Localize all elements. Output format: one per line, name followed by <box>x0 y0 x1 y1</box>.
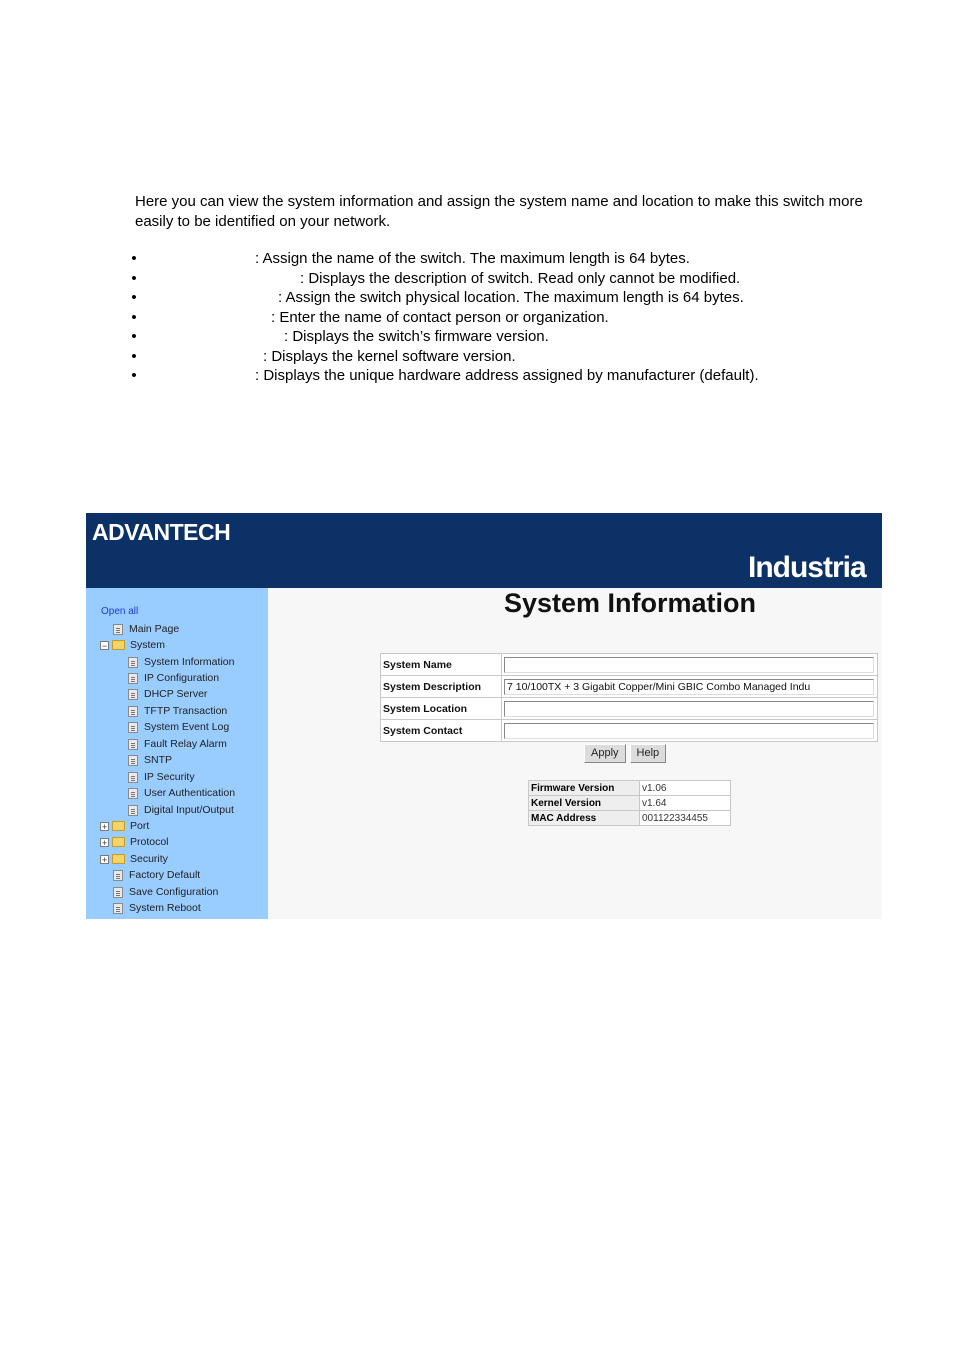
page-icon <box>128 722 138 733</box>
sidebar-item-label: Factory Default <box>129 869 201 881</box>
open-all-link[interactable]: Open all <box>101 606 139 617</box>
main-content <box>268 588 882 919</box>
sidebar-item-label: DHCP Server <box>144 688 208 700</box>
sidebar-item-label: Save Configuration <box>129 886 219 898</box>
advantech-logo: ADVANTECH <box>92 519 231 545</box>
sidebar-item-port[interactable] <box>100 818 149 834</box>
sidebar-item-label: Port <box>130 820 150 832</box>
firmware-version-label: Firmware Version <box>529 781 640 796</box>
list-item-text: : Assign the switch physical location. The maximum length is 64 bytes. <box>278 289 744 306</box>
page-icon <box>113 624 123 635</box>
intro-paragraph: Here you can view the system information and assign the system name and location to make this switch more easily to be identified on your network. <box>135 193 863 230</box>
list-item-text: : Displays the kernel software version. <box>263 347 516 365</box>
table-row <box>529 796 731 811</box>
sidebar-item-label: Security <box>130 853 168 865</box>
system-name-label: System Name <box>381 654 502 676</box>
sidebar-item-fault-relay-alarm[interactable] <box>128 736 227 752</box>
expand-icon[interactable]: + <box>101 821 108 832</box>
page-icon <box>128 689 138 700</box>
header-banner <box>86 513 882 588</box>
mac-address-label: MAC Address <box>529 811 640 826</box>
page-title: System Information <box>503 588 757 618</box>
kernel-version-value: v1.64 <box>640 796 731 811</box>
sidebar-item-security[interactable] <box>100 851 168 867</box>
list-item-text: : Assign the name of the switch. The maximum length is 64 bytes. <box>255 250 690 267</box>
sidebar-item-label: Main Page <box>129 623 180 635</box>
brand-banner-text: Industria <box>748 551 866 584</box>
sidebar-item-digital-input-output[interactable] <box>128 802 234 818</box>
page-icon <box>113 870 123 881</box>
mac-address-value: 001122334455 <box>640 811 731 826</box>
version-info-table <box>528 780 731 826</box>
table-row <box>529 811 731 826</box>
collapse-icon[interactable]: − <box>101 640 108 651</box>
page-icon <box>113 903 123 914</box>
expand-icon[interactable]: + <box>101 854 108 865</box>
sidebar-menu-tree <box>86 588 268 919</box>
page-icon <box>128 755 138 766</box>
sidebar-item-label: Fault Relay Alarm <box>144 738 227 750</box>
folder-icon <box>112 854 125 864</box>
bullet-icon: • <box>131 347 137 365</box>
sidebar-item-label: Digital Input/Output <box>144 804 234 816</box>
sidebar-item-label: TFTP Transaction <box>144 705 228 717</box>
sidebar-item-label: Protocol <box>130 836 169 848</box>
bullet-icon: • <box>131 328 137 345</box>
sidebar-item-label: System <box>130 639 166 651</box>
table-row <box>381 720 878 742</box>
sidebar-item-system[interactable] <box>100 637 165 653</box>
sidebar-item-ip-security[interactable] <box>128 769 195 785</box>
sidebar-item-system-event-log[interactable] <box>128 719 229 735</box>
table-row <box>381 698 878 720</box>
apply-button[interactable]: Apply <box>584 744 626 763</box>
page-icon <box>128 706 138 717</box>
system-location-input[interactable] <box>504 701 874 717</box>
sidebar-item-save-configuration[interactable] <box>113 884 218 900</box>
sidebar-item-label: IP Configuration <box>144 672 220 684</box>
sidebar-item-label: System Information <box>144 656 235 668</box>
list-item-text: : Displays the unique hardware address assigned by manufacturer (default). <box>255 367 759 384</box>
sidebar-item-factory-default[interactable] <box>113 867 200 883</box>
sidebar-item-tftp-transaction[interactable] <box>128 703 227 719</box>
system-contact-input[interactable] <box>504 723 874 739</box>
help-button[interactable]: Help <box>630 744 667 763</box>
sidebar-item-label: SNTP <box>144 754 173 766</box>
sidebar-item-main-page[interactable] <box>113 621 179 637</box>
list-item-text: : Enter the name of contact person or organization. <box>271 308 609 326</box>
folder-icon <box>112 821 125 831</box>
table-row <box>381 654 878 676</box>
expand-icon[interactable]: + <box>101 837 108 848</box>
folder-icon <box>112 837 125 847</box>
sidebar-item-user-authentication[interactable] <box>128 785 235 801</box>
page-icon <box>128 657 138 668</box>
bullet-icon: • <box>131 308 137 326</box>
sidebar-item-dhcp-server[interactable] <box>128 686 207 702</box>
sidebar-item-label: User Authentication <box>144 787 236 799</box>
system-info-form <box>380 653 878 742</box>
sidebar-item-system-information[interactable] <box>128 654 234 670</box>
kernel-version-label: Kernel Version <box>529 796 640 811</box>
bullet-icon: • <box>131 269 137 287</box>
sidebar-item-system-reboot[interactable] <box>113 900 201 916</box>
page-icon <box>113 887 123 898</box>
firmware-version-value: v1.06 <box>640 781 731 796</box>
system-contact-label: System Contact <box>381 720 502 742</box>
page-icon <box>128 739 138 750</box>
system-description-field: 7 10/100TX + 3 Gigabit Copper/Mini GBIC Combo Managed Indu <box>504 679 874 695</box>
sidebar-item-ip-configuration[interactable] <box>128 670 219 686</box>
page-icon <box>128 788 138 799</box>
list-item-text: : Displays the switch’s firmware version. <box>284 328 549 345</box>
system-description-label: System Description <box>381 676 502 698</box>
sidebar-item-protocol[interactable] <box>100 834 169 850</box>
system-name-input[interactable] <box>504 657 874 673</box>
table-row <box>381 676 878 698</box>
page-icon <box>128 805 138 816</box>
system-location-label: System Location <box>381 698 502 720</box>
page-icon <box>128 772 138 783</box>
sidebar-item-label: IP Security <box>144 771 195 783</box>
table-row <box>529 781 731 796</box>
list-item-text: : Displays the description of switch. Read only cannot be modified. <box>300 269 741 287</box>
switch-web-ui-screenshot <box>86 513 882 919</box>
bullet-icon: • <box>131 289 137 306</box>
sidebar-item-sntp[interactable] <box>128 752 172 768</box>
bullet-icon: • <box>131 250 137 267</box>
sidebar-item-label: System Reboot <box>129 902 201 914</box>
bullet-icon: • <box>131 367 137 384</box>
folder-open-icon <box>112 640 125 650</box>
page-icon <box>128 673 138 684</box>
sidebar-item-label: System Event Log <box>144 721 230 733</box>
form-buttons <box>584 744 666 763</box>
